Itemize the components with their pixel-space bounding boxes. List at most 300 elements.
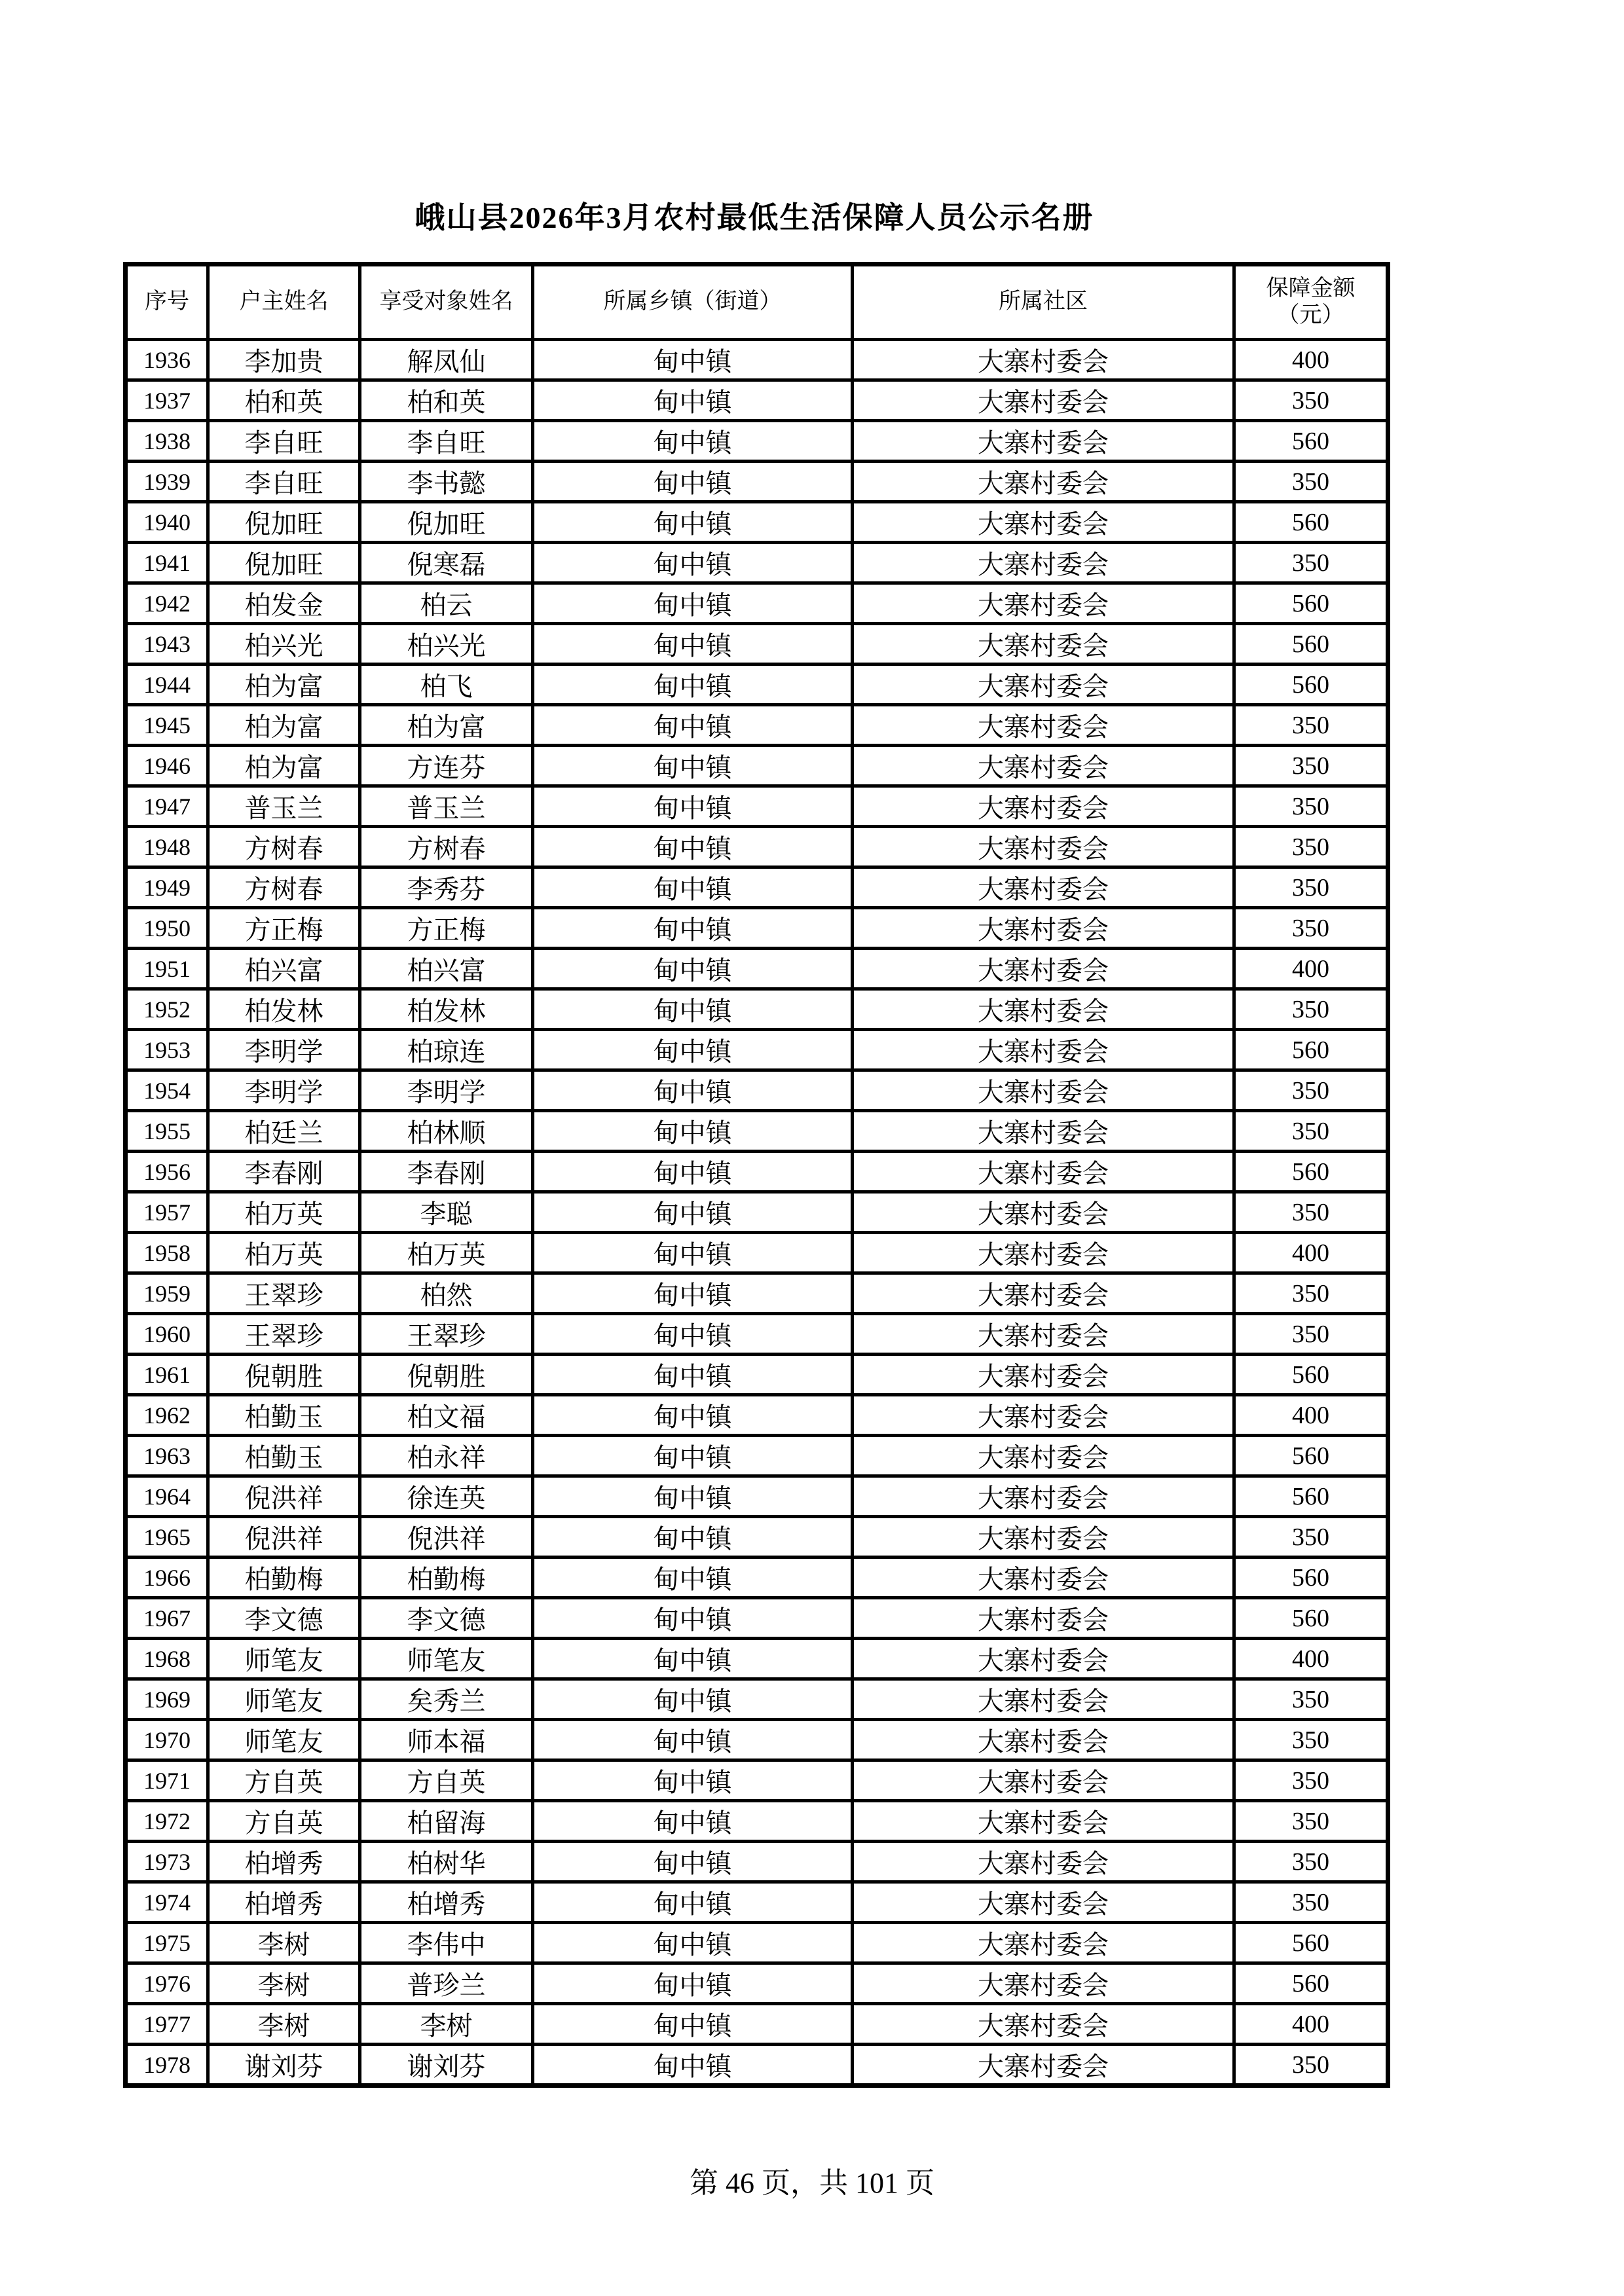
cell-township: 甸中镇 <box>533 1842 853 1882</box>
cell-household_head: 王翠珍 <box>208 1314 360 1355</box>
cell-beneficiary: 柏然 <box>360 1273 533 1314</box>
cell-township: 甸中镇 <box>533 1882 853 1923</box>
cell-seq: 1956 <box>126 1152 208 1192</box>
table-row <box>126 1355 1388 1395</box>
cell-amount: 350 <box>1234 1517 1388 1558</box>
cell-township: 甸中镇 <box>533 462 853 502</box>
cell-beneficiary: 柏林顺 <box>360 1111 533 1152</box>
cell-township: 甸中镇 <box>533 2004 853 2045</box>
cell-community: 大寨村委会 <box>853 1273 1234 1314</box>
cell-household_head: 柏勤梅 <box>208 1558 360 1598</box>
cell-seq: 1938 <box>126 421 208 462</box>
cell-amount: 350 <box>1234 746 1388 786</box>
column-header-township: 所属乡镇（街道） <box>533 264 853 340</box>
cell-seq: 1955 <box>126 1111 208 1152</box>
cell-beneficiary: 方正梅 <box>360 908 533 949</box>
cell-beneficiary: 柏为富 <box>360 705 533 746</box>
table-row <box>126 1476 1388 1517</box>
cell-household_head: 柏发林 <box>208 989 360 1030</box>
cell-beneficiary: 倪朝胜 <box>360 1355 533 1395</box>
cell-community: 大寨村委会 <box>853 786 1234 827</box>
cell-household_head: 柏增秀 <box>208 1842 360 1882</box>
cell-amount: 560 <box>1234 624 1388 665</box>
cell-household_head: 柏增秀 <box>208 1882 360 1923</box>
cell-amount: 400 <box>1234 1395 1388 1436</box>
cell-beneficiary: 方连芬 <box>360 746 533 786</box>
table-row <box>126 1436 1388 1476</box>
table-row <box>126 1152 1388 1192</box>
cell-household_head: 师笔友 <box>208 1639 360 1679</box>
cell-household_head: 柏兴光 <box>208 624 360 665</box>
cell-community: 大寨村委会 <box>853 2004 1234 2045</box>
cell-beneficiary: 方自英 <box>360 1760 533 1801</box>
cell-community: 大寨村委会 <box>853 1842 1234 1882</box>
cell-community: 大寨村委会 <box>853 462 1234 502</box>
cell-seq: 1963 <box>126 1436 208 1476</box>
cell-amount: 350 <box>1234 1111 1388 1152</box>
table-row <box>126 1233 1388 1273</box>
cell-seq: 1977 <box>126 2004 208 2045</box>
cell-beneficiary: 李秀芬 <box>360 867 533 908</box>
cell-beneficiary: 李春刚 <box>360 1152 533 1192</box>
table-row <box>126 583 1388 624</box>
table-row <box>126 1882 1388 1923</box>
cell-household_head: 师笔友 <box>208 1679 360 1720</box>
cell-amount: 560 <box>1234 1923 1388 1963</box>
cell-township: 甸中镇 <box>533 1760 853 1801</box>
cell-household_head: 倪加旺 <box>208 502 360 543</box>
cell-beneficiary: 李明学 <box>360 1070 533 1111</box>
cell-beneficiary: 柏琼连 <box>360 1030 533 1070</box>
cell-community: 大寨村委会 <box>853 1070 1234 1111</box>
cell-township: 甸中镇 <box>533 1801 853 1842</box>
cell-beneficiary: 徐连英 <box>360 1476 533 1517</box>
column-header-community: 所属社区 <box>853 264 1234 340</box>
cell-household_head: 柏勤玉 <box>208 1436 360 1476</box>
cell-beneficiary: 李聪 <box>360 1192 533 1233</box>
cell-seq: 1971 <box>126 1760 208 1801</box>
cell-amount: 350 <box>1234 1720 1388 1760</box>
cell-amount: 560 <box>1234 665 1388 705</box>
table-row <box>126 949 1388 989</box>
cell-beneficiary: 师笔友 <box>360 1639 533 1679</box>
cell-household_head: 李明学 <box>208 1030 360 1070</box>
page-number-footer: 第 46 页，共 101 页 <box>690 2167 934 2199</box>
cell-household_head: 师笔友 <box>208 1720 360 1760</box>
cell-township: 甸中镇 <box>533 340 853 380</box>
cell-amount: 350 <box>1234 1192 1388 1233</box>
cell-seq: 1945 <box>126 705 208 746</box>
table-row <box>126 867 1388 908</box>
cell-seq: 1969 <box>126 1679 208 1720</box>
cell-seq: 1946 <box>126 746 208 786</box>
cell-seq: 1942 <box>126 583 208 624</box>
cell-amount: 350 <box>1234 1801 1388 1842</box>
table-row <box>126 1558 1388 1598</box>
column-header-seq: 序号 <box>126 264 208 340</box>
cell-household_head: 王翠珍 <box>208 1273 360 1314</box>
cell-township: 甸中镇 <box>533 1395 853 1436</box>
cell-community: 大寨村委会 <box>853 1152 1234 1192</box>
cell-beneficiary: 李自旺 <box>360 421 533 462</box>
table-row <box>126 421 1388 462</box>
cell-beneficiary: 柏勤梅 <box>360 1558 533 1598</box>
cell-seq: 1961 <box>126 1355 208 1395</box>
cell-township: 甸中镇 <box>533 421 853 462</box>
cell-township: 甸中镇 <box>533 1963 853 2004</box>
table-row <box>126 502 1388 543</box>
cell-seq: 1970 <box>126 1720 208 1760</box>
cell-amount: 560 <box>1234 583 1388 624</box>
cell-community: 大寨村委会 <box>853 1882 1234 1923</box>
cell-beneficiary: 李树 <box>360 2004 533 2045</box>
cell-seq: 1964 <box>126 1476 208 1517</box>
cell-household_head: 柏万英 <box>208 1192 360 1233</box>
cell-household_head: 倪加旺 <box>208 543 360 583</box>
cell-amount: 400 <box>1234 2004 1388 2045</box>
table-row <box>126 2045 1388 2086</box>
cell-community: 大寨村委会 <box>853 1314 1234 1355</box>
cell-seq: 1972 <box>126 1801 208 1842</box>
cell-household_head: 柏兴富 <box>208 949 360 989</box>
cell-household_head: 柏发金 <box>208 583 360 624</box>
cell-beneficiary: 柏树华 <box>360 1842 533 1882</box>
cell-beneficiary: 柏永祥 <box>360 1436 533 1476</box>
cell-township: 甸中镇 <box>533 1558 853 1598</box>
cell-seq: 1967 <box>126 1598 208 1639</box>
cell-township: 甸中镇 <box>533 908 853 949</box>
cell-amount: 350 <box>1234 1273 1388 1314</box>
cell-township: 甸中镇 <box>533 583 853 624</box>
cell-seq: 1943 <box>126 624 208 665</box>
cell-beneficiary: 柏兴光 <box>360 624 533 665</box>
cell-household_head: 谢刘芬 <box>208 2045 360 2086</box>
cell-community: 大寨村委会 <box>853 1355 1234 1395</box>
table-row <box>126 624 1388 665</box>
cell-household_head: 柏万英 <box>208 1233 360 1273</box>
cell-beneficiary: 柏万英 <box>360 1233 533 1273</box>
column-header-household_head: 户主姓名 <box>208 264 360 340</box>
cell-amount: 560 <box>1234 1152 1388 1192</box>
cell-community: 大寨村委会 <box>853 1720 1234 1760</box>
table-row <box>126 1070 1388 1111</box>
cell-seq: 1960 <box>126 1314 208 1355</box>
cell-seq: 1976 <box>126 1963 208 2004</box>
page-title: 峨山县2026年3月农村最低生活保障人员公示名册 <box>415 201 1094 234</box>
cell-community: 大寨村委会 <box>853 867 1234 908</box>
cell-seq: 1978 <box>126 2045 208 2086</box>
cell-household_head: 李自旺 <box>208 462 360 502</box>
cell-beneficiary: 柏云 <box>360 583 533 624</box>
column-header-amount: 保障金额 （元） <box>1234 264 1388 340</box>
cell-township: 甸中镇 <box>533 705 853 746</box>
table-row <box>126 665 1388 705</box>
cell-township: 甸中镇 <box>533 867 853 908</box>
cell-amount: 350 <box>1234 1882 1388 1923</box>
cell-community: 大寨村委会 <box>853 340 1234 380</box>
cell-amount: 560 <box>1234 1355 1388 1395</box>
cell-township: 甸中镇 <box>533 502 853 543</box>
cell-township: 甸中镇 <box>533 1192 853 1233</box>
cell-household_head: 李加贵 <box>208 340 360 380</box>
cell-beneficiary: 倪洪祥 <box>360 1517 533 1558</box>
cell-seq: 1948 <box>126 827 208 867</box>
cell-household_head: 方自英 <box>208 1760 360 1801</box>
cell-beneficiary: 方树春 <box>360 827 533 867</box>
cell-beneficiary: 柏发林 <box>360 989 533 1030</box>
cell-amount: 350 <box>1234 1842 1388 1882</box>
cell-community: 大寨村委会 <box>853 665 1234 705</box>
cell-beneficiary: 李伟中 <box>360 1923 533 1963</box>
cell-township: 甸中镇 <box>533 1314 853 1355</box>
cell-amount: 350 <box>1234 462 1388 502</box>
cell-amount: 350 <box>1234 1314 1388 1355</box>
cell-household_head: 李树 <box>208 1923 360 1963</box>
cell-community: 大寨村委会 <box>853 908 1234 949</box>
table-row <box>126 1111 1388 1152</box>
cell-amount: 350 <box>1234 543 1388 583</box>
cell-seq: 1940 <box>126 502 208 543</box>
cell-household_head: 柏廷兰 <box>208 1111 360 1152</box>
cell-amount: 350 <box>1234 1070 1388 1111</box>
cell-household_head: 柏勤玉 <box>208 1395 360 1436</box>
cell-household_head: 李树 <box>208 2004 360 2045</box>
cell-amount: 560 <box>1234 1436 1388 1476</box>
cell-beneficiary: 柏飞 <box>360 665 533 705</box>
cell-beneficiary: 柏增秀 <box>360 1882 533 1923</box>
cell-community: 大寨村委会 <box>853 1963 1234 2004</box>
cell-household_head: 李自旺 <box>208 421 360 462</box>
cell-household_head: 柏为富 <box>208 705 360 746</box>
cell-community: 大寨村委会 <box>853 1598 1234 1639</box>
cell-community: 大寨村委会 <box>853 989 1234 1030</box>
cell-township: 甸中镇 <box>533 2045 853 2086</box>
cell-household_head: 柏为富 <box>208 746 360 786</box>
table-row <box>126 989 1388 1030</box>
cell-amount: 560 <box>1234 1558 1388 1598</box>
cell-household_head: 李树 <box>208 1963 360 2004</box>
cell-township: 甸中镇 <box>533 1355 853 1395</box>
cell-township: 甸中镇 <box>533 1639 853 1679</box>
cell-amount: 560 <box>1234 1476 1388 1517</box>
cell-community: 大寨村委会 <box>853 1192 1234 1233</box>
cell-township: 甸中镇 <box>533 1517 853 1558</box>
table-row <box>126 1030 1388 1070</box>
cell-amount: 350 <box>1234 2045 1388 2086</box>
cell-seq: 1954 <box>126 1070 208 1111</box>
cell-seq: 1962 <box>126 1395 208 1436</box>
cell-community: 大寨村委会 <box>853 827 1234 867</box>
cell-seq: 1958 <box>126 1233 208 1273</box>
roster-table <box>123 262 1390 2088</box>
cell-amount: 350 <box>1234 1760 1388 1801</box>
cell-household_head: 方正梅 <box>208 908 360 949</box>
roster-body <box>126 340 1388 2086</box>
cell-township: 甸中镇 <box>533 665 853 705</box>
cell-household_head: 李文德 <box>208 1598 360 1639</box>
cell-community: 大寨村委会 <box>853 380 1234 421</box>
cell-township: 甸中镇 <box>533 1070 853 1111</box>
cell-amount: 560 <box>1234 421 1388 462</box>
cell-community: 大寨村委会 <box>853 1558 1234 1598</box>
cell-household_head: 倪洪祥 <box>208 1476 360 1517</box>
table-row <box>126 380 1388 421</box>
table-row <box>126 462 1388 502</box>
cell-community: 大寨村委会 <box>853 1923 1234 1963</box>
cell-amount: 350 <box>1234 705 1388 746</box>
table-row <box>126 1679 1388 1720</box>
cell-amount: 560 <box>1234 1598 1388 1639</box>
cell-township: 甸中镇 <box>533 1598 853 1639</box>
cell-township: 甸中镇 <box>533 949 853 989</box>
table-row <box>126 746 1388 786</box>
cell-township: 甸中镇 <box>533 1923 853 1963</box>
cell-household_head: 方自英 <box>208 1801 360 1842</box>
table-row <box>126 1639 1388 1679</box>
cell-community: 大寨村委会 <box>853 1801 1234 1842</box>
cell-beneficiary: 柏兴富 <box>360 949 533 989</box>
cell-amount: 350 <box>1234 1679 1388 1720</box>
cell-amount: 350 <box>1234 380 1388 421</box>
table-row <box>126 1963 1388 2004</box>
cell-township: 甸中镇 <box>533 1720 853 1760</box>
cell-seq: 1947 <box>126 786 208 827</box>
cell-household_head: 普玉兰 <box>208 786 360 827</box>
cell-beneficiary: 解凤仙 <box>360 340 533 380</box>
cell-seq: 1973 <box>126 1842 208 1882</box>
cell-amount: 560 <box>1234 1030 1388 1070</box>
cell-seq: 1941 <box>126 543 208 583</box>
cell-beneficiary: 倪加旺 <box>360 502 533 543</box>
cell-community: 大寨村委会 <box>853 1233 1234 1273</box>
cell-amount: 350 <box>1234 827 1388 867</box>
cell-township: 甸中镇 <box>533 380 853 421</box>
cell-seq: 1953 <box>126 1030 208 1070</box>
cell-township: 甸中镇 <box>533 624 853 665</box>
cell-community: 大寨村委会 <box>853 624 1234 665</box>
table-row <box>126 1923 1388 1963</box>
cell-township: 甸中镇 <box>533 786 853 827</box>
cell-township: 甸中镇 <box>533 1273 853 1314</box>
cell-seq: 1944 <box>126 665 208 705</box>
cell-beneficiary: 李文德 <box>360 1598 533 1639</box>
table-row <box>126 340 1388 380</box>
cell-household_head: 李明学 <box>208 1070 360 1111</box>
table-row <box>126 1395 1388 1436</box>
table-row <box>126 827 1388 867</box>
cell-township: 甸中镇 <box>533 543 853 583</box>
cell-beneficiary: 王翠珍 <box>360 1314 533 1355</box>
table-row <box>126 1598 1388 1639</box>
cell-seq: 1968 <box>126 1639 208 1679</box>
table-row <box>126 786 1388 827</box>
cell-beneficiary: 倪寒磊 <box>360 543 533 583</box>
cell-community: 大寨村委会 <box>853 949 1234 989</box>
cell-township: 甸中镇 <box>533 1679 853 1720</box>
cell-beneficiary: 李书懿 <box>360 462 533 502</box>
cell-seq: 1939 <box>126 462 208 502</box>
cell-township: 甸中镇 <box>533 1152 853 1192</box>
cell-seq: 1957 <box>126 1192 208 1233</box>
cell-household_head: 李春刚 <box>208 1152 360 1192</box>
cell-beneficiary: 柏留海 <box>360 1801 533 1842</box>
column-header-beneficiary: 享受对象姓名 <box>360 264 533 340</box>
cell-beneficiary: 柏文福 <box>360 1395 533 1436</box>
table-row <box>126 1842 1388 1882</box>
cell-amount: 350 <box>1234 786 1388 827</box>
table-row <box>126 1720 1388 1760</box>
cell-community: 大寨村委会 <box>853 1436 1234 1476</box>
cell-amount: 560 <box>1234 1963 1388 2004</box>
cell-community: 大寨村委会 <box>853 705 1234 746</box>
table-row <box>126 1314 1388 1355</box>
cell-township: 甸中镇 <box>533 1233 853 1273</box>
cell-community: 大寨村委会 <box>853 543 1234 583</box>
cell-township: 甸中镇 <box>533 989 853 1030</box>
cell-township: 甸中镇 <box>533 1111 853 1152</box>
cell-township: 甸中镇 <box>533 1436 853 1476</box>
cell-seq: 1965 <box>126 1517 208 1558</box>
cell-community: 大寨村委会 <box>853 583 1234 624</box>
cell-seq: 1951 <box>126 949 208 989</box>
table-row <box>126 1801 1388 1842</box>
cell-amount: 350 <box>1234 908 1388 949</box>
cell-seq: 1937 <box>126 380 208 421</box>
roster-header <box>126 264 1388 340</box>
cell-household_head: 柏为富 <box>208 665 360 705</box>
cell-township: 甸中镇 <box>533 746 853 786</box>
cell-seq: 1949 <box>126 867 208 908</box>
table-row <box>126 543 1388 583</box>
table-row <box>126 1760 1388 1801</box>
cell-beneficiary: 普珍兰 <box>360 1963 533 2004</box>
cell-community: 大寨村委会 <box>853 1111 1234 1152</box>
cell-community: 大寨村委会 <box>853 421 1234 462</box>
cell-amount: 560 <box>1234 502 1388 543</box>
cell-seq: 1952 <box>126 989 208 1030</box>
table-row <box>126 2004 1388 2045</box>
cell-community: 大寨村委会 <box>853 2045 1234 2086</box>
table-row <box>126 908 1388 949</box>
cell-household_head: 倪朝胜 <box>208 1355 360 1395</box>
cell-amount: 350 <box>1234 867 1388 908</box>
cell-seq: 1975 <box>126 1923 208 1963</box>
cell-household_head: 柏和英 <box>208 380 360 421</box>
cell-household_head: 倪洪祥 <box>208 1517 360 1558</box>
cell-beneficiary: 普玉兰 <box>360 786 533 827</box>
cell-seq: 1936 <box>126 340 208 380</box>
cell-community: 大寨村委会 <box>853 1679 1234 1720</box>
cell-community: 大寨村委会 <box>853 1030 1234 1070</box>
cell-household_head: 方树春 <box>208 827 360 867</box>
cell-seq: 1950 <box>126 908 208 949</box>
cell-community: 大寨村委会 <box>853 746 1234 786</box>
cell-seq: 1966 <box>126 1558 208 1598</box>
cell-township: 甸中镇 <box>533 1476 853 1517</box>
table-row <box>126 1192 1388 1233</box>
cell-amount: 400 <box>1234 1233 1388 1273</box>
cell-household_head: 方树春 <box>208 867 360 908</box>
cell-seq: 1959 <box>126 1273 208 1314</box>
cell-beneficiary: 谢刘芬 <box>360 2045 533 2086</box>
cell-amount: 350 <box>1234 989 1388 1030</box>
cell-community: 大寨村委会 <box>853 1395 1234 1436</box>
cell-amount: 400 <box>1234 1639 1388 1679</box>
cell-township: 甸中镇 <box>533 827 853 867</box>
cell-amount: 400 <box>1234 949 1388 989</box>
cell-seq: 1974 <box>126 1882 208 1923</box>
cell-township: 甸中镇 <box>533 1030 853 1070</box>
